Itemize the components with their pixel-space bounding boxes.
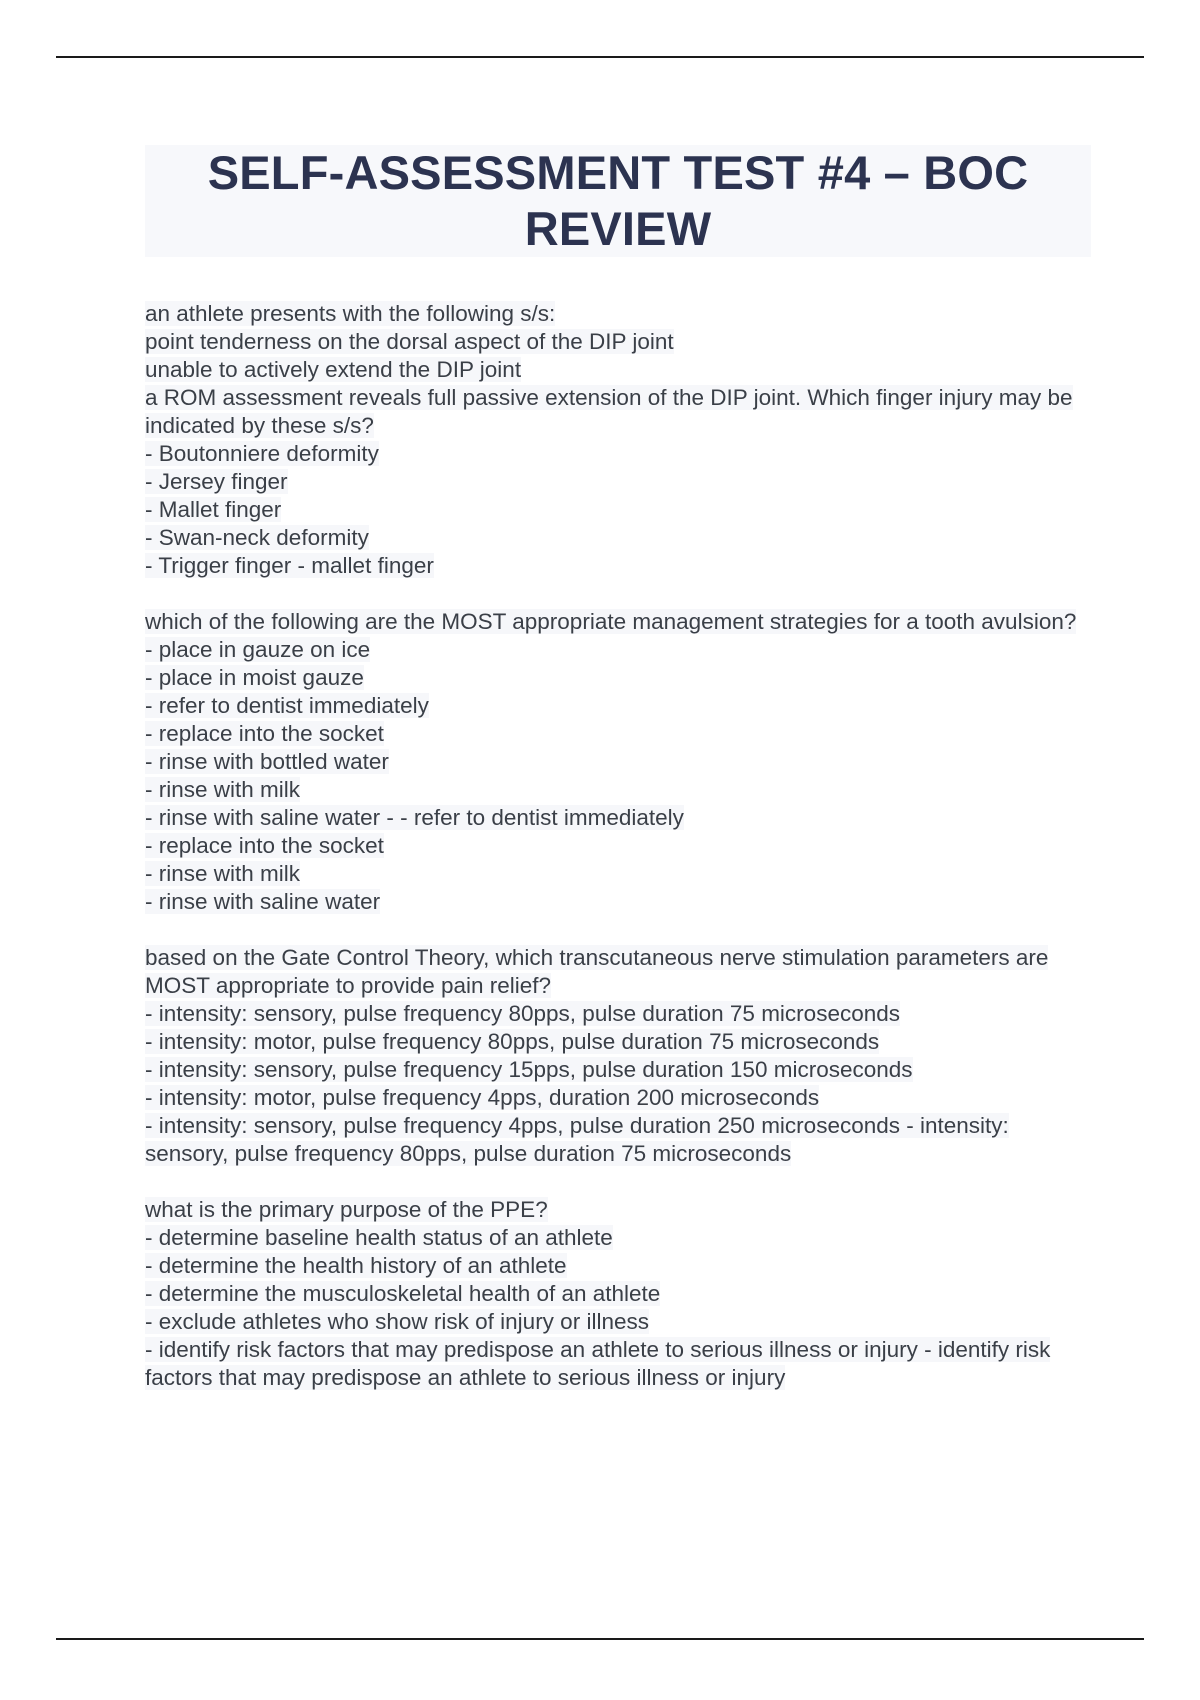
bottom-rule — [56, 1638, 1144, 1640]
question-2-option-4: - replace into the socket — [145, 721, 384, 746]
question-2-answer-2: - rinse with milk — [145, 861, 301, 886]
question-1-option-5: - Trigger finger - mallet finger — [145, 553, 434, 578]
question-1-line-1: an athlete presents with the following s/s: — [145, 301, 556, 326]
question-2-answer-1: - replace into the socket — [145, 833, 384, 858]
page-title: SELF-ASSESSMENT TEST #4 – BOC REVIEW — [207, 146, 1029, 255]
question-3-option-2: - intensity: motor, pulse frequency 80pps, pulse duration 75 microseconds — [145, 1029, 880, 1054]
top-rule — [56, 56, 1144, 58]
question-2-option-7: - rinse with saline water - - refer to dentist immediately — [145, 805, 684, 830]
question-1-option-2: - Jersey finger — [145, 469, 288, 494]
question-2-option-6: - rinse with milk — [145, 777, 301, 802]
question-1 — [145, 300, 1091, 580]
document-body — [145, 300, 1091, 1420]
question-3-option-5: - intensity: sensory, pulse frequency 4pps, pulse duration 250 microseconds - intensity: sensory, pulse frequency 80pps, pulse duration 75 microseconds — [145, 1113, 1009, 1166]
question-1-option-3: - Mallet finger — [145, 497, 282, 522]
question-3 — [145, 944, 1091, 1168]
question-4-line-1: what is the primary purpose of the PPE? — [145, 1197, 548, 1222]
question-2-answer-3: - rinse with saline water — [145, 889, 381, 914]
question-4-option-4: - exclude athletes who show risk of injury or illness — [145, 1309, 649, 1334]
question-1-line-3: unable to actively extend the DIP joint — [145, 357, 522, 382]
question-4 — [145, 1196, 1091, 1392]
question-1-line-4: a ROM assessment reveals full passive extension of the DIP joint. Which finger injury may be indicated by these s/s? — [145, 385, 1073, 438]
question-3-option-1: - intensity: sensory, pulse frequency 80pps, pulse duration 75 microseconds — [145, 1001, 900, 1026]
question-3-option-3: - intensity: sensory, pulse frequency 15pps, pulse duration 150 microseconds — [145, 1057, 913, 1082]
question-2-option-5: - rinse with bottled water — [145, 749, 389, 774]
question-2-option-2: - place in moist gauze — [145, 665, 364, 690]
question-1-line-2: point tenderness on the dorsal aspect of the DIP joint — [145, 329, 674, 354]
question-3-option-4: - intensity: motor, pulse frequency 4pps, duration 200 microseconds — [145, 1085, 820, 1110]
question-4-option-1: - determine baseline health status of an athlete — [145, 1225, 613, 1250]
question-2-option-1: - place in gauze on ice — [145, 637, 371, 662]
title-banner — [145, 145, 1091, 257]
question-4-option-5: - identify risk factors that may predispose an athlete to serious illness or injury - identify risk factors that may predispose an athlete to serious illness or injury — [145, 1337, 1051, 1390]
question-1-option-4: - Swan-neck deformity — [145, 525, 369, 550]
question-2-line-1: which of the following are the MOST appropriate management strategies for a tooth avulsion? — [145, 609, 1077, 634]
question-4-option-3: - determine the musculoskeletal health of an athlete — [145, 1281, 661, 1306]
question-2-option-3: - refer to dentist immediately — [145, 693, 429, 718]
question-3-line-1: based on the Gate Control Theory, which transcutaneous nerve stimulation parameters are MOST appropriate to provide pain relief? — [145, 945, 1049, 998]
question-4-option-2: - determine the health history of an athlete — [145, 1253, 567, 1278]
question-1-option-1: - Boutonniere deformity — [145, 441, 379, 466]
question-2 — [145, 608, 1091, 916]
